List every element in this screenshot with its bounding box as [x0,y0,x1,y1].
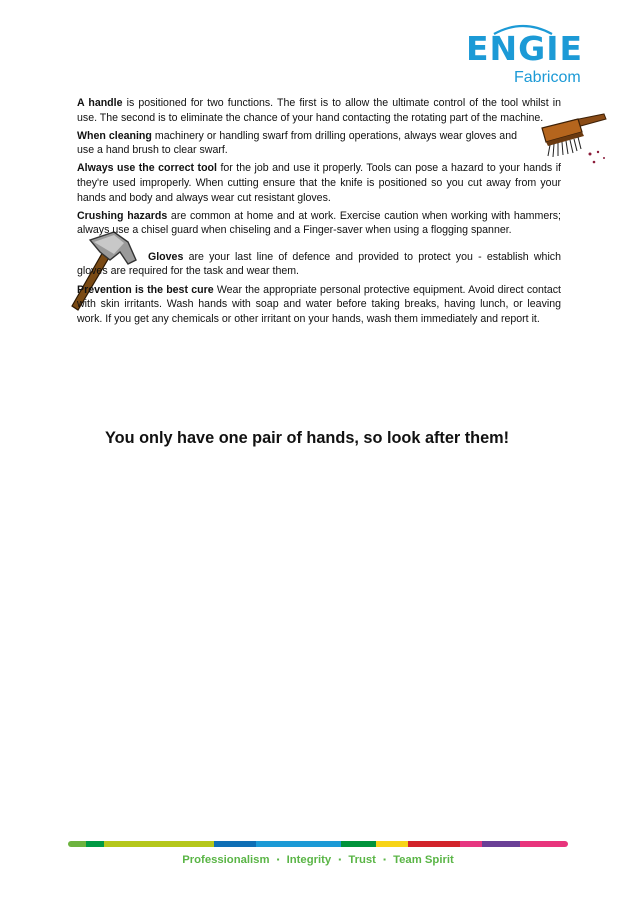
footer-bar-segment [214,841,256,847]
footer-value-team-spirit: Team Spirit [393,854,454,866]
logo-brand-text: ENGIE [465,29,584,68]
paragraph-correct-tool [77,161,561,205]
footer-color-bar [68,841,568,847]
paragraph-handle [77,96,561,125]
paragraph-cleaning [77,129,561,158]
safety-text-body [77,96,561,330]
lead-gloves: Gloves [148,250,184,263]
slogan-heading: You only have one pair of hands, so look after them! [105,429,510,447]
footer-bar-segment [68,841,86,847]
footer-values [68,853,568,867]
footer-bar-segment [341,841,376,847]
lead-prevention: Prevention is the best cure [77,283,214,296]
footer-bar-segment [86,841,104,847]
footer-bar-segment [376,841,408,847]
paragraph-crushing [77,209,561,238]
text-correct-tool: for the job and use it properly. Tools can pose a hazard to your hands if they're used improperly. When cutting ensure that the knife is positioned so you cut away from your hands and body and always wear cut resistant gloves. [77,162,561,204]
footer-bar-segment [256,841,296,847]
footer-bar-segment [296,841,341,847]
footer-bar-segment [482,841,520,847]
engie-fabricom-logo [452,22,602,94]
footer-bar-segment [520,841,568,847]
text-gloves: are your last line of defence and provided to protect you - establish which gloves are required for the task and wear them. [77,250,561,278]
logo-sub-text: Fabricom [514,69,581,86]
footer-separator: ▪ [338,855,342,865]
footer-separator: ▪ [383,855,386,865]
text-crushing: are common at home and at work. Exercise caution when working with hammers; always use a chisel guard when chiseling and a Finger-saver when using a flogging spanner. [77,209,561,237]
footer-value-trust: Trust [348,854,376,866]
footer-bar-segment [104,841,154,847]
footer-value-professionalism: Professionalism [182,854,270,866]
footer-separator: ▪ [276,855,280,865]
footer-bar-segment [154,841,214,847]
paragraph-gloves [77,250,561,279]
footer-bar-segment [460,841,482,847]
text-handle: is positioned for two functions. The first is to allow the ultimate control of the tool whilst in use. The second is to eliminate the chance of your hand contacting the rotating part of the machine. [77,97,562,124]
text-prevention: Wear the appropriate personal protective equipment. Avoid direct contact with skin irritants. Wash hands with soap and water before taking breaks, having lunch, or leaving work. If you get any chemicals or other irritant on your hands, wash them immediately and report it. [77,283,561,325]
paragraph-prevention [77,283,561,327]
lead-handle: A handle [77,97,123,109]
footer-bar-segment [408,841,460,847]
footer-value-integrity: Integrity [286,854,332,866]
text-cleaning: machinery or handling swarf from drilling operations, always wear gloves and use a hand brush to clear swarf. [77,129,517,157]
lead-crushing: Crushing hazards [77,209,168,222]
lead-cleaning: When cleaning [77,129,152,142]
lead-correct-tool: Always use the correct tool [77,162,217,175]
